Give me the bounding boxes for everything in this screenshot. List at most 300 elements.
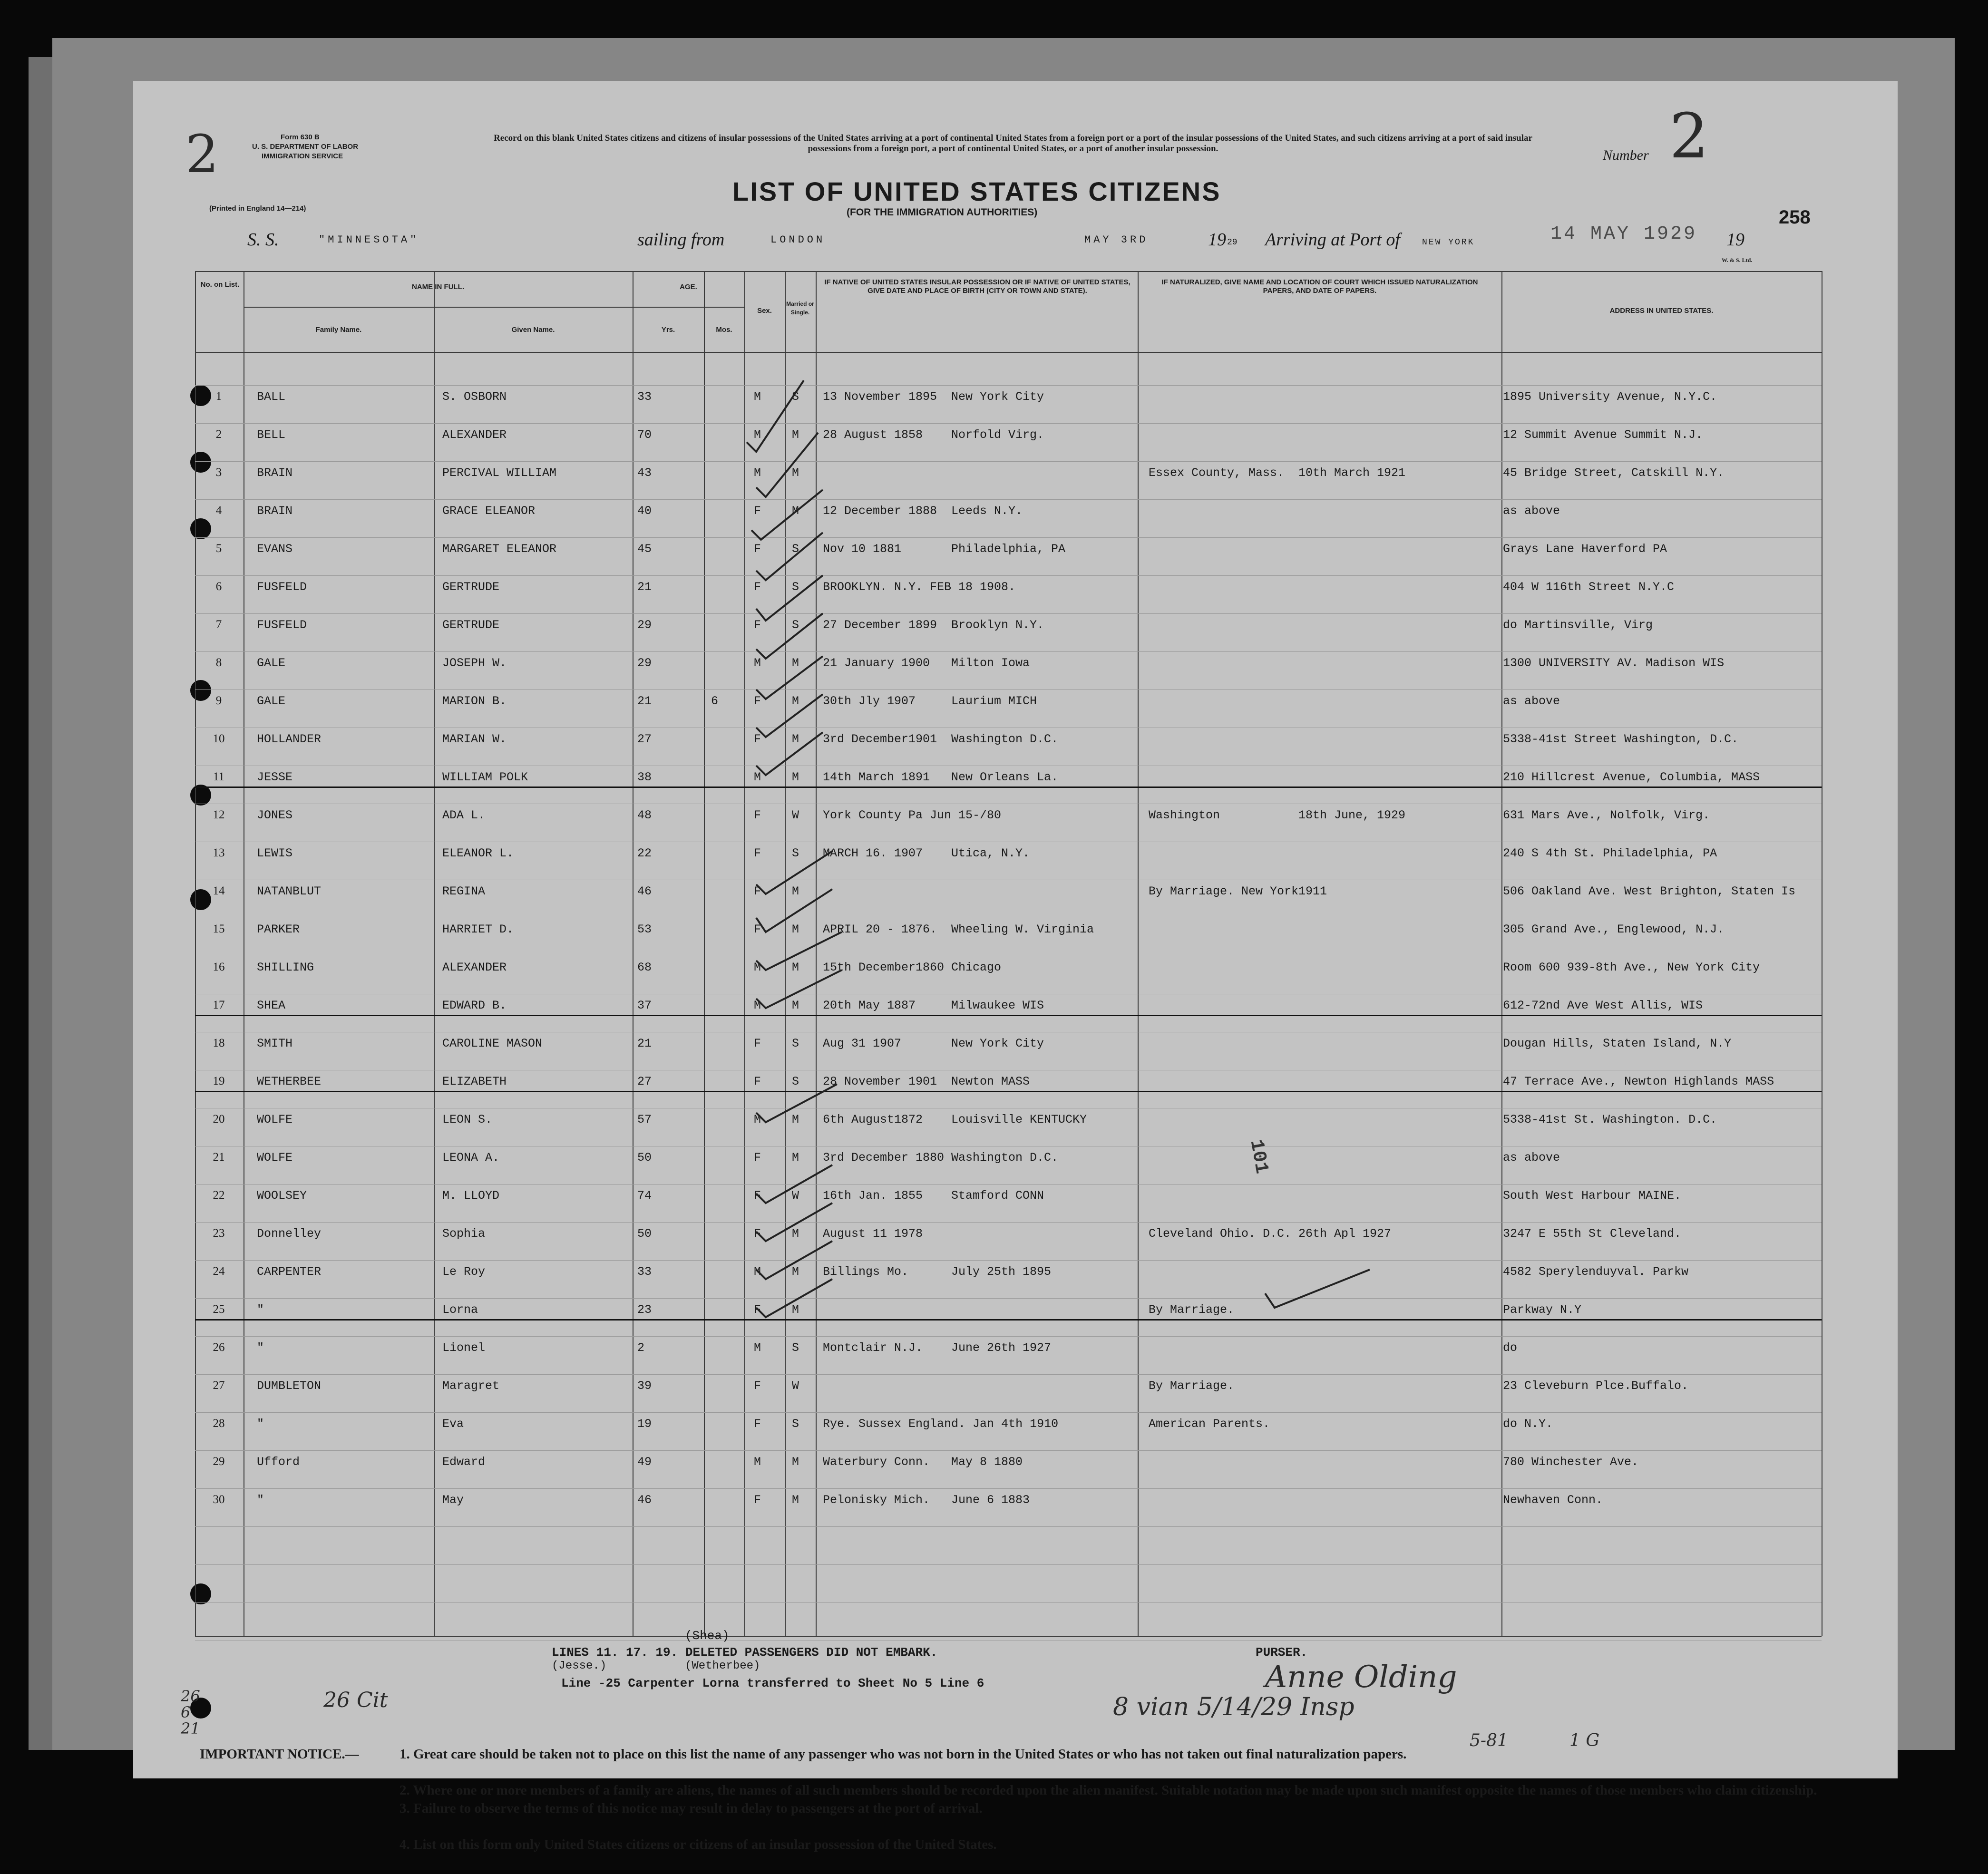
given-name: MARION B. (442, 694, 507, 708)
sex: F (754, 1493, 761, 1507)
birth-date: Aug 31 1907 (823, 1037, 902, 1050)
birth-place: Washington D.C. (951, 732, 1059, 746)
family-name: NATANBLUT (257, 884, 322, 898)
row-number: 4 (215, 504, 222, 517)
footer-jesse: (Jesse.) (552, 1660, 607, 1672)
family-name: GALE (257, 694, 286, 708)
ink-stamp: 101 (1245, 1138, 1272, 1175)
address: 1300 UNIVERSITY AV. Madison WIS (1503, 656, 1725, 670)
given-name: LEONA A. (442, 1151, 500, 1165)
row-number: 22 (213, 1189, 225, 1202)
birth-date: Waterbury Conn. (823, 1455, 930, 1469)
sex: M (754, 656, 761, 670)
notice-item: 1. Great care should be taken not to place on this list the name of any passenger who was not born in the United States or who has not taken out final naturalization papers. (400, 1747, 1407, 1762)
marital-status: M (792, 1151, 799, 1165)
age-years: 37 (637, 999, 652, 1012)
page-title: LIST OF UNITED STATES CITIZENS (732, 176, 1221, 206)
marital-status: M (792, 884, 799, 898)
naturalization-court: By Marriage. (1149, 1379, 1235, 1393)
birth-place: Leeds N.Y. (951, 504, 1023, 518)
naturalization-court: By Marriage. New York (1149, 884, 1299, 898)
row-number: 9 (215, 694, 222, 707)
marital-status: M (792, 428, 799, 442)
address: 1895 University Avenue, N.Y.C. (1503, 390, 1717, 404)
arriving-label: Arriving at Port of (1265, 230, 1400, 250)
handwritten-bottom-1: 5-81 (1470, 1731, 1508, 1750)
given-name: PERCIVAL WILLIAM (442, 466, 557, 480)
notice-item: 3. Failure to observe the terms of this notice may result in delay to passengers at the port of arrival. (400, 1801, 983, 1816)
birth-date: 20th May 1887 (823, 999, 916, 1012)
family-name: SHEA (257, 999, 286, 1012)
birth-date: 16th Jan. 1855 (823, 1189, 923, 1203)
marital-status: S (792, 1037, 799, 1050)
page-number: 258 (1779, 207, 1811, 228)
marital-status: M (792, 1227, 799, 1241)
age-years: 29 (637, 656, 652, 670)
marital-status: M (792, 999, 799, 1012)
family-name: SHILLING (257, 961, 314, 974)
sex: F (754, 504, 761, 518)
header-age: AGE. (680, 283, 697, 291)
given-name: EDWARD B. (442, 999, 507, 1012)
age-years: 45 (637, 542, 652, 556)
sex: M (754, 428, 761, 442)
header-given-name: Given Name. (511, 326, 555, 334)
sex: M (754, 1113, 761, 1126)
handwritten-inspector: 8 vian 5/14/29 Insp (1113, 1693, 1355, 1721)
strike-line-11 (195, 786, 1822, 788)
age-years: 46 (637, 1493, 652, 1507)
age-years: 40 (637, 504, 652, 518)
strike-line-19 (195, 1091, 1822, 1092)
marital-status: M (792, 1493, 799, 1507)
address: 404 W 116th Street N.Y.C (1503, 580, 1675, 594)
birth-place: Milwaukee WIS (951, 999, 1044, 1012)
number-value: 2 (1669, 100, 1709, 172)
sex: F (754, 846, 761, 860)
age-years: 33 (637, 390, 652, 404)
birth-date: 28 August 1858 (823, 428, 923, 442)
marital-status: W (792, 808, 799, 822)
row-number: 20 (213, 1113, 225, 1126)
age-years: 70 (637, 428, 652, 442)
birth-date: Billings Mo. (823, 1265, 909, 1279)
given-name: ELIZABETH (442, 1075, 507, 1088)
header-family-name: Family Name. (315, 326, 362, 334)
given-name: LEON S. (442, 1113, 493, 1126)
marital-status: M (792, 466, 799, 480)
header-yrs: Yrs. (661, 326, 675, 334)
address: as above (1503, 694, 1560, 708)
ss-label: S. S. (247, 230, 279, 250)
naturalization-court: Cleveland Ohio. D.C. (1149, 1227, 1292, 1241)
address: 45 Bridge Street, Catskill N.Y. (1503, 466, 1725, 480)
handwritten-left-note: 26 6 21 (181, 1687, 200, 1738)
birth-date: 21 January 1900 (823, 656, 930, 670)
purser-label: PURSER. (1256, 1645, 1308, 1660)
sex: F (754, 1227, 761, 1241)
family-name: BRAIN (257, 504, 293, 518)
marital-status: S (792, 1341, 799, 1355)
address: Room 600 939-8th Ave., New York City (1503, 961, 1760, 974)
address: do Martinsville, Virg (1503, 618, 1653, 632)
sex: M (754, 1455, 761, 1469)
given-name: ELEANOR L. (442, 846, 514, 860)
family-name: BALL (257, 390, 286, 404)
birth-place: Brooklyn N.Y. (951, 618, 1044, 632)
sex: F (754, 1303, 761, 1317)
strike-line-17 (195, 1015, 1822, 1016)
row-number: 11 (213, 770, 225, 783)
row-number: 3 (215, 466, 222, 479)
birth-place: Louisville KENTUCKY (951, 1113, 1087, 1126)
given-name: JOSEPH W. (442, 656, 507, 670)
address: 12 Summit Avenue Summit N.J. (1503, 428, 1703, 442)
age-years: 22 (637, 846, 652, 860)
address: 305 Grand Ave., Englewood, N.J. (1503, 922, 1725, 936)
given-name: GERTRUDE (442, 580, 500, 594)
instructions: Record on this blank United States citizens and citizens of insular possessions of the United States arriving at a port of continental United States from a foreign port or a port of the insular possessions of the United States, and such citizens arriving at a port of said insular possessions from a foreign port, a port of continental United States, or a port of another insular possession. (494, 133, 1532, 154)
sex: F (754, 580, 761, 594)
marital-status: S (792, 1075, 799, 1088)
family-name: WOLFE (257, 1113, 293, 1126)
family-name: HOLLANDER (257, 732, 322, 746)
age-years: 43 (637, 466, 652, 480)
family-name: FUSFELD (257, 580, 307, 594)
family-name: EVANS (257, 542, 293, 556)
age-months: 6 (711, 694, 719, 708)
sex: M (754, 961, 761, 974)
given-name: ALEXANDER (442, 428, 507, 442)
family-name: Donnelley (257, 1227, 322, 1241)
age-years: 53 (637, 922, 652, 936)
birth-place: New York City (951, 1037, 1044, 1050)
family-name: " (257, 1303, 264, 1317)
marital-status: M (792, 922, 799, 936)
age-years: 33 (637, 1265, 652, 1279)
arrival-port: NEW YORK (1422, 238, 1475, 247)
given-name: WILLIAM POLK (442, 770, 528, 784)
marital-status: S (792, 580, 799, 594)
address: 5338-41st Street Washington, D.C. (1503, 732, 1739, 746)
marital-status: M (792, 1113, 799, 1126)
birth-date: Rye. Sussex England. Jan 4th 1910 (823, 1417, 1059, 1431)
given-name: Sophia (442, 1227, 486, 1241)
age-years: 68 (637, 961, 652, 974)
row-number: 1 (215, 390, 222, 403)
row-number: 28 (213, 1417, 225, 1430)
family-name: CARPENTER (257, 1265, 322, 1279)
naturalization-date: 10th March 1921 (1298, 466, 1406, 480)
birth-date: 28 November 1901 (823, 1075, 937, 1088)
sex: F (754, 694, 761, 708)
header-birth: IF NATIVE OF UNITED STATES INSULAR POSSESSION OR IF NATIVE OF UNITED STATES, GIVE DATE AND PLACE OF BIRTH (CITY OR TOWN AND STATE). (824, 278, 1130, 295)
birth-place: Stamford CONN (951, 1189, 1044, 1203)
sex: F (754, 1075, 761, 1088)
sex: M (754, 466, 761, 480)
marital-status: W (792, 1379, 799, 1393)
address: Parkway N.Y (1503, 1303, 1582, 1317)
address: as above (1503, 1151, 1560, 1165)
marital-status: M (792, 1303, 799, 1317)
given-name: S. OSBORN (442, 390, 507, 404)
row-number: 2 (215, 428, 222, 441)
row-number: 5 (215, 542, 222, 555)
row-number: 8 (215, 656, 222, 669)
birth-date: APRIL 20 - 1876. (823, 922, 937, 936)
given-name: Le Roy (442, 1265, 486, 1279)
transfer-note: Line -25 Carpenter Lorna transferred to Sheet No 5 Line 6 (561, 1676, 984, 1690)
address: 240 S 4th St. Philadelphia, PA (1503, 846, 1717, 860)
row-number: 26 (213, 1341, 225, 1354)
given-name: REGINA (442, 884, 486, 898)
birth-date: Pelonisky Mich. (823, 1493, 930, 1507)
header-married-single: Married or Single. (786, 301, 814, 316)
sex: F (754, 1151, 761, 1165)
header-address: ADDRESS IN UNITED STATES. (1609, 307, 1714, 315)
birth-place: Norfold Virg. (951, 428, 1044, 442)
checkmarks (737, 347, 851, 1650)
address: 506 Oakland Ave. West Brighton, Staten Is (1503, 884, 1796, 898)
birth-date: York County Pa Jun 15-/80 (823, 808, 1002, 822)
birth-date: 3rd December 1880 (823, 1151, 945, 1165)
family-name: SMITH (257, 1037, 293, 1050)
departure-date: MAY 3RD (1084, 234, 1149, 246)
given-name: M. LLOYD (442, 1189, 500, 1203)
header-naturalized: IF NATURALIZED, GIVE NAME AND LOCATION OF COURT WHICH ISSUED NATURALIZATION PAPERS, AND DATE OF PAPERS. (1161, 278, 1478, 295)
birth-date: August 11 1978 (823, 1227, 923, 1241)
sex: F (754, 1189, 761, 1203)
family-name: FUSFELD (257, 618, 307, 632)
birth-place: July 25th 1895 (951, 1265, 1052, 1279)
marital-status: W (792, 1189, 799, 1203)
sex: F (754, 1037, 761, 1050)
marital-status: M (792, 1265, 799, 1279)
address: 631 Mars Ave., Nolfolk, Virg. (1503, 808, 1710, 822)
row-number: 7 (215, 618, 222, 631)
given-name: CAROLINE MASON (442, 1037, 543, 1050)
naturalization-court: By Marriage. (1149, 1303, 1235, 1317)
birth-date: 12 December 1888 (823, 504, 937, 518)
birth-date: Montclair N.J. (823, 1341, 923, 1355)
age-years: 21 (637, 694, 652, 708)
birth-place: New York City (951, 390, 1044, 404)
given-name: Lionel (442, 1341, 486, 1355)
address: 612-72nd Ave West Allis, WIS (1503, 999, 1703, 1012)
row-number: 17 (213, 999, 225, 1011)
row-number: 6 (215, 580, 222, 593)
given-name: Eva (442, 1417, 464, 1431)
printed-note: (Printed in England 14—214) (209, 204, 306, 213)
row-number: 13 (213, 846, 225, 859)
age-years: 27 (637, 732, 652, 746)
form-number: Form 630 B (281, 133, 320, 141)
family-name: " (257, 1417, 264, 1431)
birth-place: May 8 1880 (951, 1455, 1023, 1469)
given-name: MARIAN W. (442, 732, 507, 746)
age-years: 49 (637, 1455, 652, 1469)
given-name: ALEXANDER (442, 961, 507, 974)
naturalization-court: American Parents. (1149, 1417, 1270, 1431)
sex: F (754, 732, 761, 746)
birth-place: Newton MASS (951, 1075, 1030, 1088)
sex: M (754, 999, 761, 1012)
family-name: " (257, 1341, 264, 1355)
row-number: 27 (213, 1379, 225, 1392)
age-years: 2 (637, 1341, 645, 1355)
birth-place: Chicago (951, 961, 1002, 974)
sex: M (754, 1265, 761, 1279)
birth-date: 13 November 1895 (823, 390, 937, 404)
row-number: 30 (213, 1493, 225, 1506)
address: 5338-41st St. Washington. D.C. (1503, 1113, 1717, 1126)
age-years: 48 (637, 808, 652, 822)
notice-item: 2. Where one or more members of a family are aliens, the names of all such members should be recorded upon the alien manifest. Suitable notation may be made upon such manifest opposite the names of those members who claim citizenship. (400, 1783, 1817, 1798)
department: U. S. DEPARTMENT OF LABOR (252, 143, 359, 151)
family-name: WETHERBEE (257, 1075, 322, 1088)
address: 3247 E 55th St Cleveland. (1503, 1227, 1682, 1241)
birth-date: BROOKLYN. N.Y. FEB 18 1908. (823, 580, 1016, 594)
naturalization-court: Essex County, Mass. (1149, 466, 1285, 480)
sex: F (754, 808, 761, 822)
address: Dougan Hills, Staten Island, N.Y (1503, 1037, 1732, 1050)
given-name: Lorna (442, 1303, 478, 1317)
age-years: 21 (637, 580, 652, 594)
family-name: Ufford (257, 1455, 300, 1469)
marital-status: M (792, 694, 799, 708)
given-name: Edward (442, 1455, 486, 1469)
age-years: 50 (637, 1227, 652, 1241)
footer-wetherbee: (Wetherbee) (685, 1660, 760, 1672)
address: 23 Cleveburn Plce.Buffalo. (1503, 1379, 1689, 1393)
marital-status: S (792, 846, 799, 860)
marital-status: M (792, 1455, 799, 1469)
birth-date: 15th December1860 (823, 961, 945, 974)
birth-date: 3rd December1901 (823, 732, 937, 746)
row-number: 15 (213, 922, 225, 935)
age-years: 19 (637, 1417, 652, 1431)
manifest-page (133, 81, 1898, 1852)
address: 47 Terrace Ave., Newton Highlands MASS (1503, 1075, 1774, 1088)
family-name: GALE (257, 656, 286, 670)
birth-place: Washington D.C. (951, 1151, 1059, 1165)
age-years: 27 (637, 1075, 652, 1088)
marital-status: M (792, 732, 799, 746)
handwritten-signature: Anne Olding (1265, 1660, 1457, 1695)
family-name: JESSE (257, 770, 293, 784)
header-name-in-full: NAME IN FULL. (412, 283, 464, 291)
deleted-lines-note: LINES 11. 17. 19. DELETED PASSENGERS DID NOT EMBARK. (552, 1645, 938, 1660)
address: as above (1503, 504, 1560, 518)
birth-place: Wheeling W. Virginia (951, 922, 1094, 936)
age-years: 74 (637, 1189, 652, 1203)
header-mos: Mos. (716, 326, 732, 334)
printer-mark: W. & S. Ltd. (1722, 257, 1753, 263)
row-number: 16 (213, 961, 225, 973)
age-years: 29 (637, 618, 652, 632)
marital-status: S (792, 542, 799, 556)
strike-line-25 (195, 1319, 1822, 1321)
row-number: 10 (213, 732, 225, 745)
sailing-label: sailing from (637, 230, 725, 250)
family-name: PARKER (257, 922, 300, 936)
birth-date: 27 December 1899 (823, 618, 937, 632)
handwritten-bottom-2: 1 G (1569, 1731, 1600, 1750)
departure-port: LONDON (770, 234, 826, 246)
age-years: 57 (637, 1113, 652, 1126)
birth-date: Nov 10 1881 (823, 542, 902, 556)
left-sheet-mark: 2 (185, 124, 219, 184)
address: 780 Winchester Ave. (1503, 1455, 1639, 1469)
notice-heading: IMPORTANT NOTICE.— (200, 1747, 359, 1762)
row-number: 29 (213, 1455, 225, 1468)
number-label: Number (1603, 147, 1649, 163)
arrival-year: 19 (1726, 230, 1744, 250)
family-name: " (257, 1493, 264, 1507)
family-name: BRAIN (257, 466, 293, 480)
year-suffix: 29 (1227, 238, 1238, 247)
marital-status: M (792, 656, 799, 670)
sex: M (754, 390, 761, 404)
family-name: WOLFE (257, 1151, 293, 1165)
given-name: Maragret (442, 1379, 500, 1393)
birth-date: MARCH 16. 1907 (823, 846, 923, 860)
notice-item: 4. List on this form only United States citizens or citizens of an insular possession of the United States. (400, 1837, 997, 1852)
age-years: 38 (637, 770, 652, 784)
marital-status: M (792, 770, 799, 784)
row-number: 12 (213, 808, 225, 821)
family-name: DUMBLETON (257, 1379, 322, 1393)
age-years: 46 (637, 884, 652, 898)
age-years: 39 (637, 1379, 652, 1393)
row-number: 19 (213, 1075, 225, 1088)
sex: F (754, 884, 761, 898)
birth-place: New Orleans La. (951, 770, 1059, 784)
sex: F (754, 542, 761, 556)
ship-name: "MINNESOTA" (319, 234, 419, 246)
family-name: BELL (257, 428, 286, 442)
given-name: May (442, 1493, 464, 1507)
family-name: LEWIS (257, 846, 293, 860)
address: do N.Y. (1503, 1417, 1553, 1431)
age-years: 21 (637, 1037, 652, 1050)
naturalization-date: 1911 (1298, 884, 1327, 898)
naturalization-court: Washington (1149, 808, 1220, 822)
address: South West Harbour MAINE. (1503, 1189, 1682, 1203)
age-years: 50 (637, 1151, 652, 1165)
given-name: GRACE ELEANOR (442, 504, 536, 518)
marital-status: M (792, 961, 799, 974)
naturalization-date: 18th June, 1929 (1298, 808, 1406, 822)
checkmark-court (1256, 1255, 1379, 1312)
family-name: JONES (257, 808, 293, 822)
sex: F (754, 1379, 761, 1393)
sex: F (754, 1417, 761, 1431)
marital-status: S (792, 1417, 799, 1431)
birth-place: June 26th 1927 (951, 1341, 1052, 1355)
marital-status: S (792, 390, 799, 404)
sex: M (754, 770, 761, 784)
punch-holes (190, 385, 219, 1812)
marital-status: S (792, 618, 799, 632)
footer-shea: (Shea) (685, 1629, 730, 1643)
naturalization-date: 26th Apl 1927 (1298, 1227, 1392, 1241)
family-name: WOOLSEY (257, 1189, 307, 1203)
address: Grays Lane Haverford PA (1503, 542, 1667, 556)
arrival-stamp: 14 MAY 1929 (1550, 223, 1697, 245)
year-prefix: 19 (1208, 230, 1226, 250)
sex: F (754, 618, 761, 632)
